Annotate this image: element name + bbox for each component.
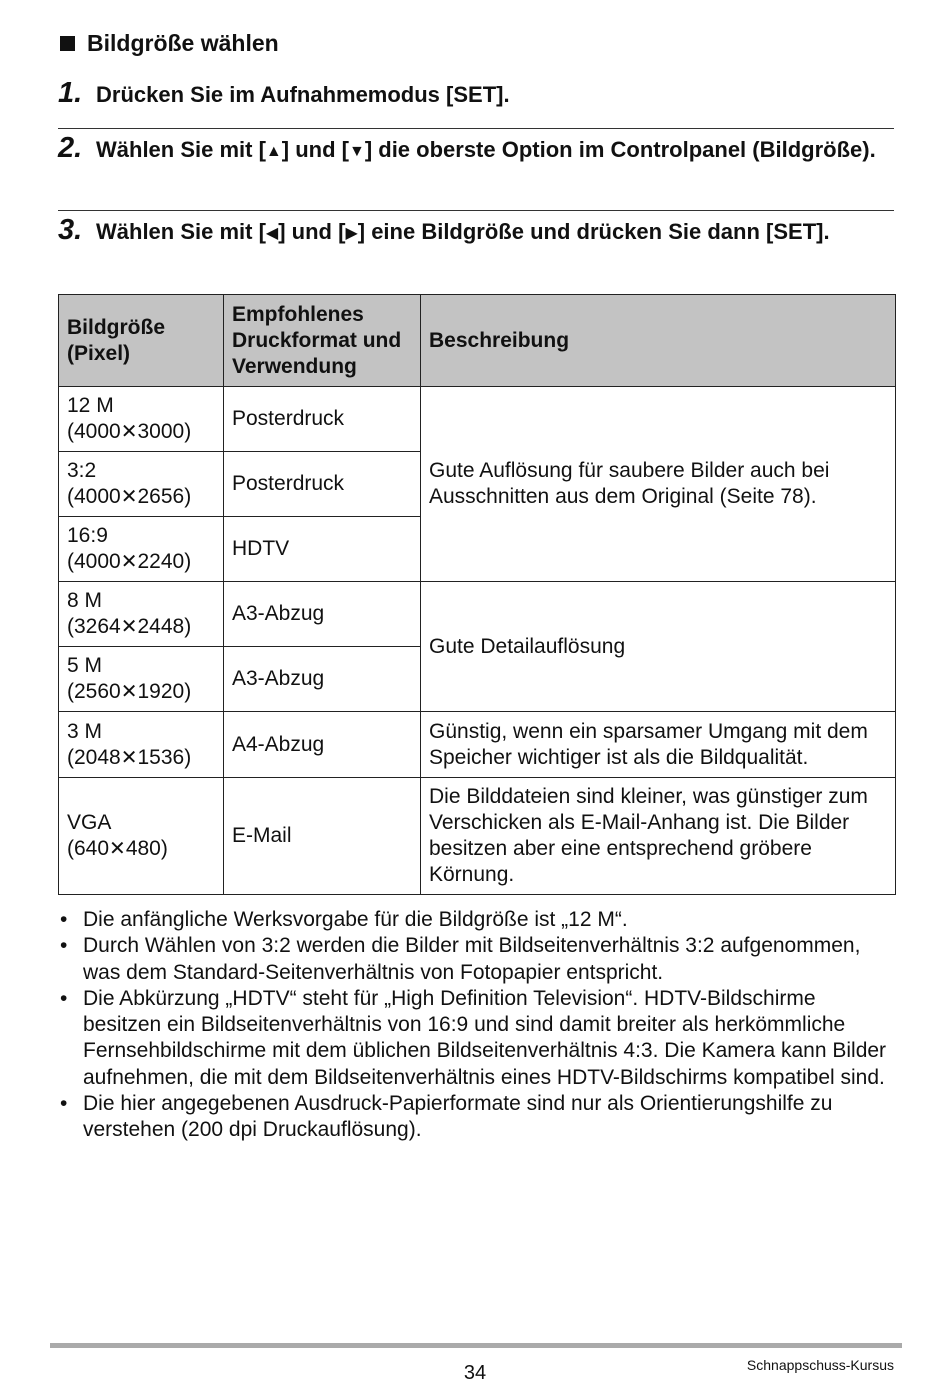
note-item: • Die hier angegebenen Ausdruck-Papierformate sind nur als Orientierungshilfe zu verstehen (200 dpi Druckauflösung). [58,1091,898,1144]
step-number: 1. [58,77,83,109]
up-arrow-icon: ▲ [265,143,282,160]
step-3 [58,215,898,248]
use-cell: A3-Abzug [224,647,421,712]
table-row [59,712,896,778]
table-header-row [59,295,896,387]
image-size-table [58,294,896,895]
column-header: Bildgröße (Pixel) [59,295,224,387]
left-arrow-icon: ◀ [265,225,279,242]
size-cell: 3:2 (4000✕2656) [59,452,224,517]
bullet-icon: • [60,934,68,958]
note-item: • Die anfängliche Werksvorgabe für die Bildgröße ist „12 M“. [58,907,898,933]
description-cell: Die Bilddateien sind kleiner, was günstiger zum Verschicken als E-Mail-Anhang ist. Die Bilder besitzen aber eine entsprechend gröbere Körnung. [421,778,896,895]
description-cell: Gute Auflösung für saubere Bilder auch bei Ausschnitten aus dem Original (Seite 78). [421,387,896,582]
square-bullet-icon [60,36,75,51]
page-number: 34 [463,1362,487,1384]
description-cell: Gute Detailauflösung [421,582,896,712]
footer-divider [50,1343,902,1348]
description-cell: Günstig, wenn ein sparsamer Umgang mit dem Speicher wichtiger ist als die Bildqualität. [421,712,896,778]
size-cell: 12 M (4000✕3000) [59,387,224,452]
down-arrow-icon: ▼ [348,143,365,160]
notes-list [58,907,898,1144]
step-number: 2. [58,132,83,164]
use-cell: HDTV [224,517,421,582]
step-text: Wählen Sie mit [▲] und [▼] die oberste Option im Controlpanel (Bildgröße). [96,133,876,166]
step-1 [58,78,898,109]
section-heading-text: Bildgröße wählen [87,30,279,56]
footer-section-title: Schnappschuss-Kursus [746,1357,894,1373]
use-cell: A3-Abzug [224,582,421,647]
use-cell: Posterdruck [224,452,421,517]
column-header: Beschreibung [421,295,896,387]
size-cell: VGA (640✕480) [59,778,224,895]
right-arrow-icon: ▶ [345,225,358,242]
table-row [59,778,896,895]
size-cell: 16:9 (4000✕2240) [59,517,224,582]
size-cell: 5 M (2560✕1920) [59,647,224,712]
step-text: Wählen Sie mit [◀] und [▶] eine Bildgröße und drücken Sie dann [SET]. [96,215,830,248]
size-cell: 3 M (2048✕1536) [59,712,224,778]
bullet-icon: • [60,1092,68,1116]
divider [58,210,894,211]
note-item: • Durch Wählen von 3:2 werden die Bilder mit Bildseitenverhältnis 3:2 aufgenommen, was dem Standard-Seitenverhältnis von Fotopapier entspricht. [58,933,898,986]
use-cell: Posterdruck [224,387,421,452]
table-row [59,387,896,452]
use-cell: E-Mail [224,778,421,895]
table-row [59,582,896,647]
use-cell: A4-Abzug [224,712,421,778]
step-2 [58,133,898,166]
bullet-icon: • [60,908,68,931]
section-heading [60,30,279,57]
divider [58,128,894,129]
step-text: Drücken Sie im Aufnahmemodus [SET]. [96,82,510,107]
step-number: 3. [58,214,83,246]
size-cell: 8 M (3264✕2448) [59,582,224,647]
bullet-icon: • [60,986,68,1010]
column-header: Empfohlenes Druckformat und Verwendung [224,295,421,387]
note-item: • Die Abkürzung „HDTV“ steht für „High Definition Television“. HDTV-Bildschirme besitzen ein Bildseitenverhältnis von 16:9 und sind damit breiter als herkömmliche Fernsehbildschirme mit dem üblichen Bildseitenverhältnis 4:3. Die Kamera kann Bilder aufnehmen, die mit dem Bildseitenverhältnis eines HDTV-Bildschirms kompatibel sind. [58,986,898,1091]
